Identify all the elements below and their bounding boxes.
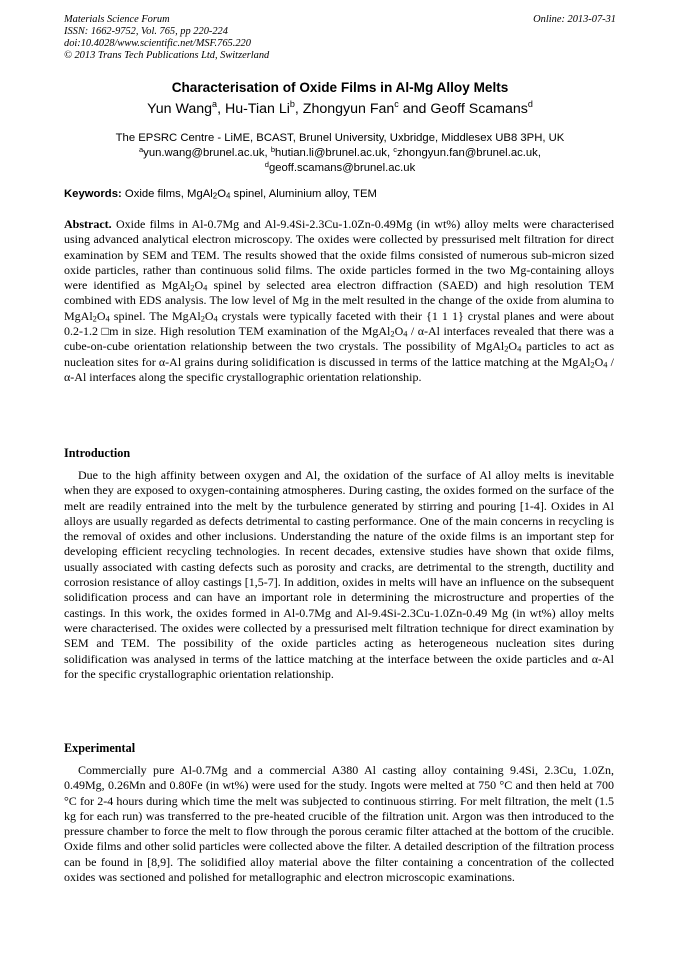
keywords-text: Oxide films, $MgAl_2O_4$ spinel, Aluminium alloy, TEM xyxy=(124,188,377,201)
author-and: and xyxy=(398,101,431,117)
abstract-text: Oxide films in Al-0.7Mg and Al-9.4Si-2.3Cu-1.0Zn-0.49Mg (in wt%) alloy melts were characterised using advanced analytical electron microscopy. The oxides were collected by pressurised melt filtration for direct examination by SEM and TEM. The results showed that the oxide films consisted of numerous sub-micron sized oxide particles, rather than continuous solid films. The oxide particles formed in the two Mg-containing alloys were identified as $MgAl_2O_4$ spinel by selected area electron diffraction (SAED) and high resolution TEM combined with EDS analysis. The low level of Mg in the melt resulted in the change of the oxide from alumina to $MgAl_2O_4$ spinel. The $MgAl_2O_4$ crystals were typically faceted with their {1 1 1} crystal planes and were about 0.2-1.2 □m in size. High resolution TEM examination of the $MgAl_2O_4 / \alpha-Al$ interfaces revealed that there was a cube-on-cube orientation relationship between the two crystals. The possibility of $MgAl_2O_4$ particles to act as nucleation sites for α-Al grains during solidification is discussed in terms of the lattice matching at the $MgAl_2O_4 / \alpha-Al$ interfaces along the specific crystallographic orientation relationship. xyxy=(64,217,614,384)
affiliation: The EPSRC Centre - LiME, BCAST, Brunel University, Uxbridge, Middlesex UB8 3PH, UK xyxy=(115,132,565,144)
affiliation-block xyxy=(64,131,616,176)
section-heading-introduction: Introduction xyxy=(64,446,131,460)
email-mark: a xyxy=(139,145,144,154)
email-mark: d xyxy=(264,160,269,169)
introduction-section xyxy=(64,468,614,682)
email-line xyxy=(64,161,616,176)
journal-header xyxy=(64,14,616,62)
journal-name: Materials Science Forum xyxy=(64,14,170,25)
experimental-text: Commercially pure Al-0.7Mg and a commercial A380 Al casting alloy containing 9.4Si, 2.3Cu, 1.0Zn, 0.49Mg, 0.26Mn and 0.80Fe (in wt%) were used for the study. Ingots were melted at 750 °C and then held at 700 °C for 2-4 hours during which time the melt was subjected to continuous stirring. For melt filtration, the melt (1.5 kg for each run) was transferred to the pre-heated crucible of the filtration unit. Argon was then introduced to the pressure chamber to force the melt to flow through the porous ceramic filter attached at the bottom of the crucible. Oxide films and other solid particles were collected above the filter. A detailed description of the filtration process can be found in [8,9]. The solidified alloy material above the filter containing a concentration of the collected oxides was sectioned and polished for metallographic and electron microscopic examinations. xyxy=(64,763,614,885)
author-mark: b xyxy=(289,99,295,109)
paper-title: Characterisation of Oxide Films in Al-Mg Alloy Melts xyxy=(171,80,509,95)
author-mark: c xyxy=(394,99,399,109)
introduction-text: Due to the high affinity between oxygen and Al, the oxidation of the surface of Al alloy melts is inevitable when they are exposed to oxygen-containing atmospheres. During casting, the oxides formed on the surface of the melt are readily entrained into the melt by the turbulence generated by stirring and pouring [1-4]. Oxides in Al alloys are usually regarded as defects detrimental to casting performance. One of the main concerns in recycling is the removal of oxides and other inclusions. Understanding the nature of the oxide films is an important step for developing efficient recycling technologies. In recent decades, extensive studies have shown that oxide films, usually associated with casting defects such as porosity and cracks, are detrimental to the strength, ductility and corrosion resistance of alloy castings [1,5-7]. In addition, oxides in melts will have an influence on the subsequent solidification process and can have an important role in determining the microstructure and properties of the castings. In this work, the oxides formed in Al-0.7Mg and Al-9.4Si-2.3Cu-1.0Zn-0.49 Mg (in wt%) alloy melts were characterised. The oxides were collected by a pressurised melt filtration technique for direct examination by SEM and TEM. The possibility of the oxide particles acting as heterogeneous nucleation sites during solidification was analysed in terms of the lattice matching at the interface between the oxide particles and α-Al for the specific crystallographic orientation relationship. xyxy=(64,468,614,681)
author-mark: d xyxy=(527,99,533,109)
email-line: $^a$yun.wang@brunel.ac.uk, $^b$hutian.li@brunel.ac.uk, $^c$zhongyun.fan@brunel.ac.uk, xyxy=(139,145,541,159)
experimental-section xyxy=(64,763,614,885)
abstract xyxy=(64,217,614,385)
keywords-line xyxy=(64,188,616,200)
doi-line[interactable]: doi:10.4028/www.scientific.net/MSF.765.220 xyxy=(64,38,251,49)
author-name: Yun Wang xyxy=(147,101,213,117)
author-separator: , xyxy=(217,101,225,117)
author-email[interactable]: yun.wang@brunel.ac.uk xyxy=(143,147,265,159)
author-email[interactable]: geoff.scamans@brunel.ac.uk xyxy=(268,162,416,174)
section-heading-experimental: Experimental xyxy=(64,741,136,755)
author-list xyxy=(64,101,616,117)
email-mark: c xyxy=(393,145,397,154)
keywords-label: Keywords: xyxy=(64,188,122,200)
issn-line: ISSN: 1662-9752, Vol. 765, pp 220-224 xyxy=(64,26,228,37)
email-mark: b xyxy=(270,145,275,154)
abstract-label: Abstract. xyxy=(64,217,112,231)
copyright-line: © 2013 Trans Tech Publications Ltd, Switzerland xyxy=(64,50,270,61)
author-name: Geoff Scamans xyxy=(430,101,528,117)
author-email[interactable]: hutian.li@brunel.ac.uk xyxy=(275,147,387,159)
author-email[interactable]: zhongyun.fan@brunel.ac.uk xyxy=(396,147,538,159)
author-name: Hu-Tian Li xyxy=(224,101,290,117)
online-date: Online: 2013-07-31 xyxy=(533,14,616,25)
author-mark: a xyxy=(212,99,218,109)
author-separator: , xyxy=(294,101,303,117)
author-name: Zhongyun Fan xyxy=(302,101,395,117)
